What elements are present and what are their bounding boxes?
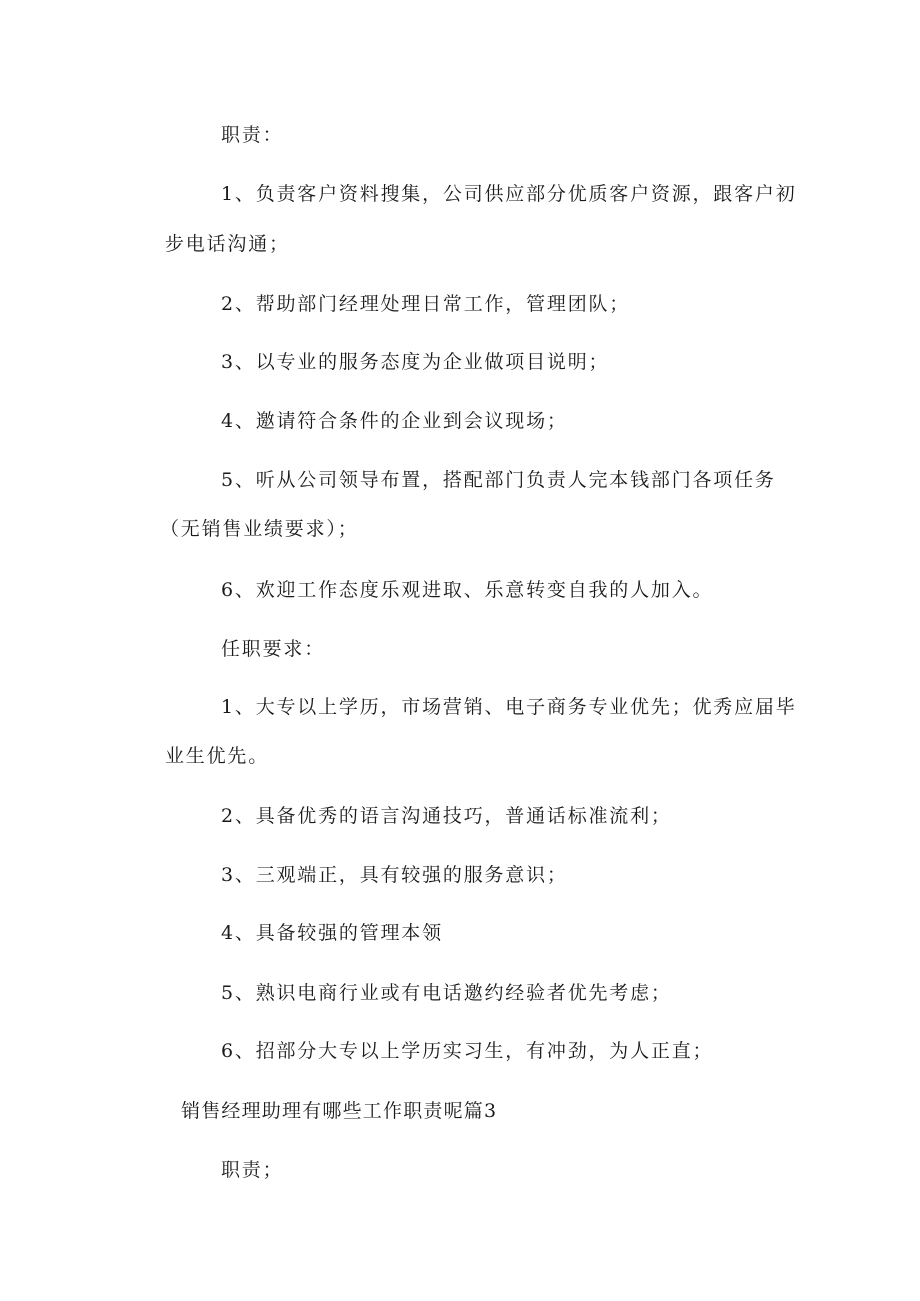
requirement-item-4: 4、具备较强的管理本领: [221, 922, 443, 944]
requirement-item-2: 2、具备优秀的语言沟通技巧，普通话标准流利；: [221, 805, 672, 827]
responsibility-item-4: 4、邀请符合条件的企业到会议现场；: [221, 410, 568, 432]
responsibility-item-1-line2: 步电话沟通；: [165, 233, 290, 255]
responsibility-item-3: 3、以专业的服务态度为企业做项目说明；: [221, 351, 610, 373]
requirements-heading: 任职要求：: [221, 638, 326, 660]
requirement-item-3: 3、三观端正，具有较强的服务意识；: [221, 864, 568, 886]
responsibility-item-6: 6、欢迎工作态度乐观进取、乐意转变自我的人加入。: [221, 579, 714, 601]
responsibility-item-2: 2、帮助部门经理处理日常工作，管理团队；: [221, 293, 631, 315]
section-title: 销售经理助理有哪些工作职责呢篇3: [181, 1100, 498, 1122]
responsibility-item-1-line1: 1、负责客户资料搜集，公司供应部分优质客户资源，跟客户初: [221, 183, 797, 205]
requirement-item-1-line1: 1、大专以上学历，市场营销、电子商务专业优先；优秀应届毕: [221, 696, 797, 718]
requirement-item-6: 6、招部分大专以上学历实习生，有冲劲，为人正直；: [221, 1040, 714, 1062]
responsibility-item-5-line1: 5、听从公司领导布置，搭配部门负责人完本钱部门各项任务: [221, 469, 776, 491]
responsibilities-heading: 职责：: [221, 124, 284, 146]
requirement-item-1-line2: 业生优先。: [165, 745, 270, 767]
responsibility-item-5-line2: （无销售业绩要求）；: [160, 518, 359, 540]
responsibilities-heading-3: 职责；: [221, 1159, 284, 1181]
requirement-item-5: 5、熟识电商行业或有电话邀约经验者优先考虑；: [221, 982, 672, 1004]
